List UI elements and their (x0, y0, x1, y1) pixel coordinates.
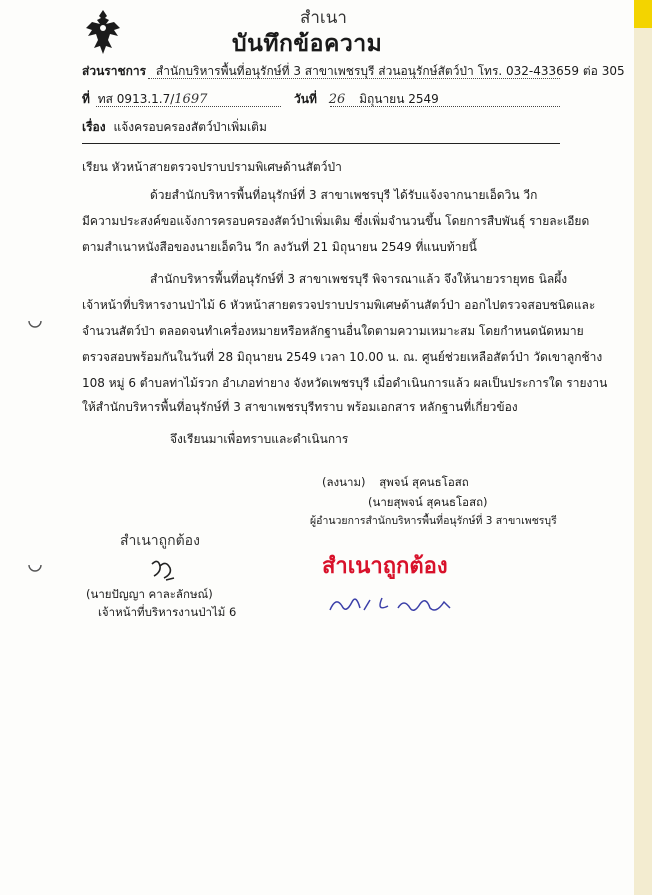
header-divider (82, 143, 560, 144)
closing-line: จึงเรียนมาเพื่อทราบและดำเนินการ (170, 432, 349, 446)
punch-hole-icon (26, 556, 44, 574)
handwritten-signature-icon (148, 556, 178, 582)
signatory-full-name: (นายสุพจน์ สุคนธโอสถ) (368, 495, 488, 509)
para2-line: ให้สำนักบริหารพื้นที่อนุรักษ์ที่ 3 สาขาเพชรบุรีทราบ พร้อมเอกสาร หลักฐานที่เกี่ยวข้อง (82, 400, 518, 414)
salutation: เรียน หัวหน้าสายตรวจปราบปรามพิเศษด้านสัตว์ป่า (82, 160, 342, 174)
certifier-name: (นายปัญญา คาละลักษณ์) (86, 587, 213, 601)
para2-line: สำนักบริหารพื้นที่อนุรักษ์ที่ 3 สาขาเพชรบุรี พิจารณาแล้ว จึงให้นายวรายุทธ นิลผึ้ง (150, 272, 568, 286)
garuda-emblem-icon (84, 8, 122, 56)
para2-line: จำนวนสัตว์ป่า ตลอดจนทำเครื่องหมายหรือหลักฐานอื่นใดตามความเหมาะสม โดยกำหนดนัดหมาย (82, 324, 584, 338)
para1-line: ด้วยสำนักบริหารพื้นที่อนุรักษ์ที่ 3 สาขาเพชรบุรี ได้รับแจ้งจากนายเอ็ดวิน วีก (150, 188, 538, 202)
copy-mark: สำเนา (300, 8, 347, 28)
signed-label: (ลงนาม) (322, 475, 366, 489)
para1-line: ตามสำเนาหนังสือของนายเอ็ดวิน วีก ลงวันที่ 21 มิถุนายน 2549 ที่แนบท้ายนี้ (82, 240, 477, 254)
subject-label: เรื่อง (82, 120, 106, 134)
para2-line: ตรวจสอบพร้อมกันในวันที่ 28 มิถุนายน 2549 เวลา 10.00 น. ณ. ศูนย์ช่วยเหลือสัตว์ป่า วัดเขาลูกช้าง (82, 350, 603, 364)
date-label: วันที่ (294, 92, 317, 106)
punch-hole-icon (26, 312, 44, 330)
agency-label: ส่วนราชการ (82, 64, 147, 78)
copy-correct-label: สำเนาถูกต้อง (120, 533, 200, 549)
agency-value: สำนักบริหารพื้นที่อนุรักษ์ที่ 3 สาขาเพชรบุรี ส่วนอนุรักษ์สัตว์ป่า โทร. 032-433659 ต่อ 305 (155, 64, 625, 78)
copy-correct-stamp: สำเนาถูกต้อง (322, 554, 448, 579)
blue-ink-signatures-icon (326, 592, 456, 618)
para1-line: มีความประสงค์ขอแจ้งการครอบครองสัตว์ป่าเพิ่มเติม ซึ่งเพิ่มจำนวนขึ้น โดยการสืบพันธุ์ รายละเอียด (82, 214, 590, 228)
ref-label: ที่ (82, 92, 90, 106)
subject-line (82, 118, 267, 137)
page-edge (634, 0, 652, 895)
memo-title: บันทึกข้อความ (232, 31, 383, 57)
date-handwritten: 26 (328, 92, 346, 107)
para2-line: 108 หมู่ 6 ตำบลท่าไม้รวก อำเภอท่ายาง จังหวัดเพชรบุรี เมื่อดำเนินการแล้ว ผลเป็นประการใด รายงาน (82, 376, 608, 390)
certifier-position: เจ้าหน้าที่บริหารงานป่าไม้ 6 (98, 605, 237, 619)
ref-value: ทส 0913.1.7/ (97, 92, 175, 106)
signed-name: สุพจน์ สุคนธโอสถ (379, 475, 469, 489)
signed-line (322, 474, 469, 492)
subject-value: แจ้งครอบครองสัตว์ป่าเพิ่มเติม (113, 120, 267, 134)
signatory-position: ผู้อำนวยการสำนักบริหารพื้นที่อนุรักษ์ที่ 3 สาขาเพชรบุรี (310, 515, 557, 527)
date-value: มิถุนายน 2549 (359, 92, 439, 106)
para2-line: เจ้าหน้าที่บริหารงานป่าไม้ 6 หัวหน้าสายตรวจปราบปรามพิเศษด้านสัตว์ป่า ออกไปตรวจสอบชนิดและ (82, 298, 596, 312)
ref-handwritten: 1697 (174, 92, 208, 107)
